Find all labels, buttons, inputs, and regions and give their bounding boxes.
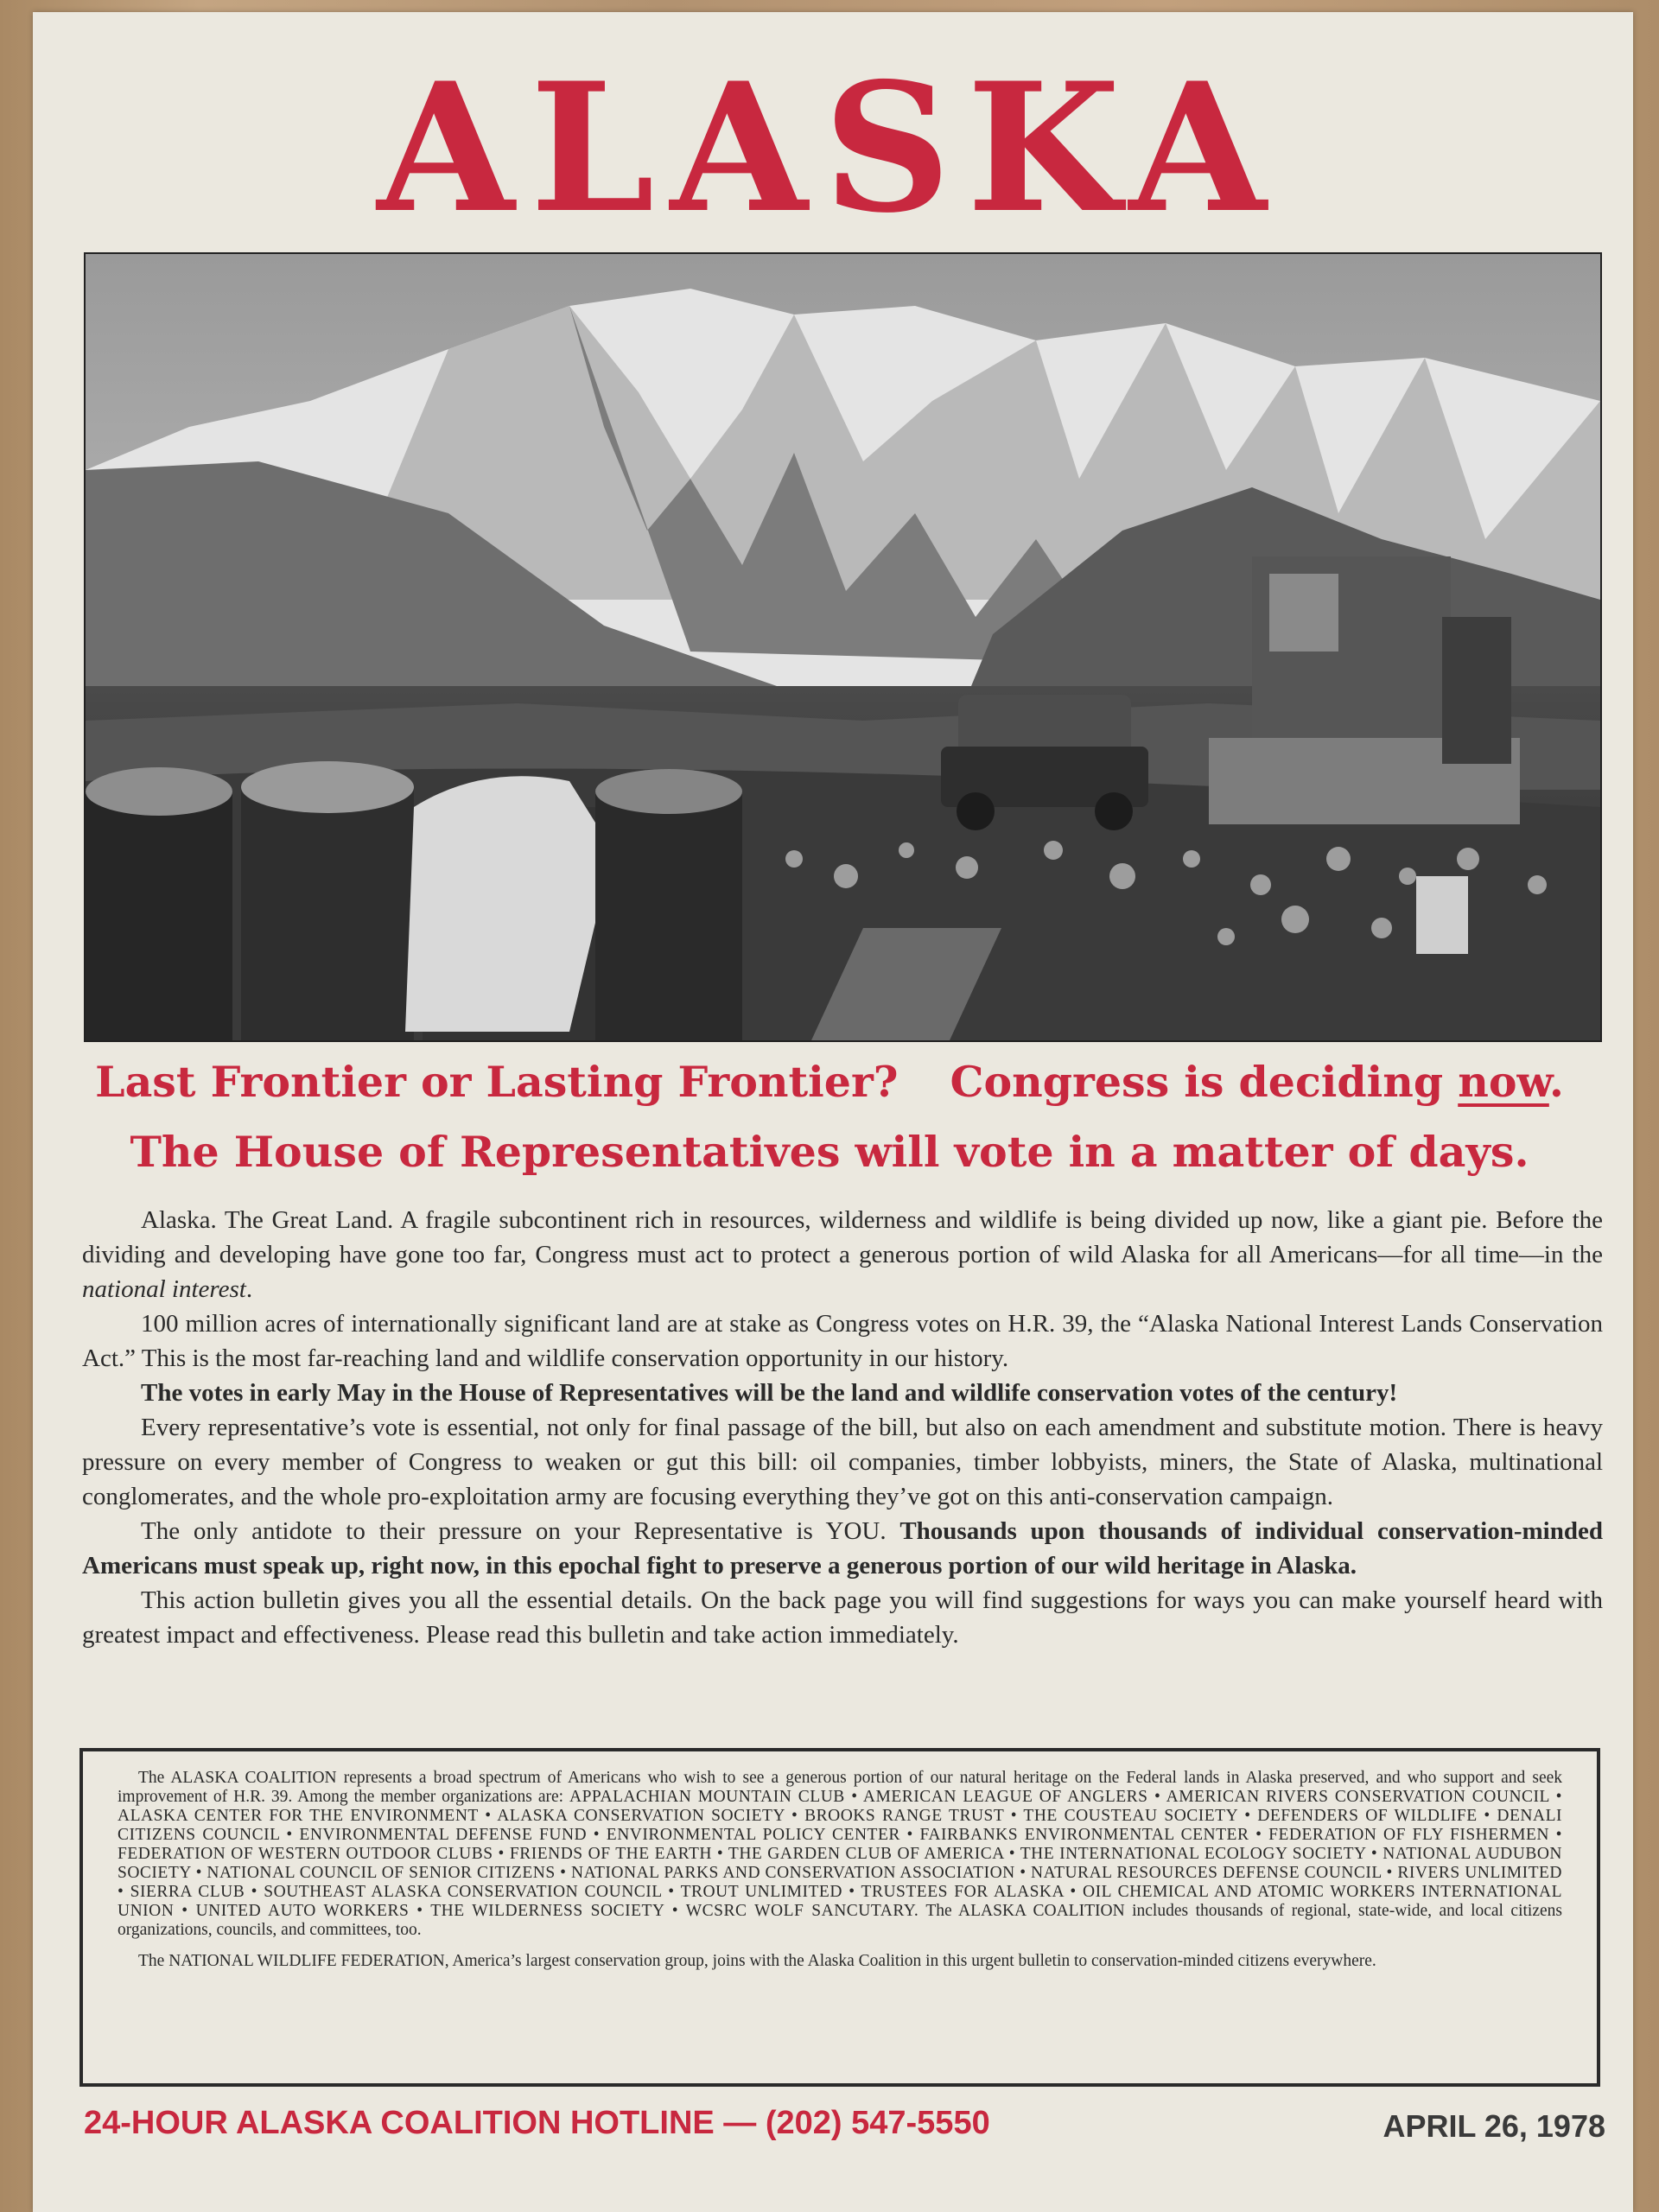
headline-question: Last Frontier or Lasting Frontier? bbox=[95, 1057, 899, 1107]
mountain-photo-illustration bbox=[86, 254, 1600, 1040]
headline-line-2: The House of Representatives will vote in a matter of days. bbox=[130, 1127, 1529, 1177]
coalition-paragraph bbox=[118, 1769, 1562, 1940]
body-paragraph-5 bbox=[82, 1514, 1603, 1583]
body-paragraph-6: This action bulletin gives you all the essential details. On the back page you will find suggestions for ways you can make yourself heard with greatest impact and effectiveness. Please read this bulletin and take action immediately. bbox=[82, 1586, 1603, 1649]
headline-period: . bbox=[1548, 1057, 1564, 1107]
coalition-closing: The ALASKA COALITION includes thousands of regional, state-wide, and local citizens organizations, councils, and committees, too. bbox=[118, 1902, 1562, 1939]
body-p1-text: Alaska. The Great Land. A fragile subcontinent rich in resources, wilderness and wildlife is being divided up now, like a giant pie. Before the dividing and developing have gone too far, Congress must act to protect a generous portion of wild Alaska for all Americans—for all time—in the bbox=[82, 1206, 1603, 1268]
body-paragraph-1 bbox=[82, 1203, 1603, 1306]
body-paragraph-4: Every representative’s vote is essential, not only for final passage of the bill, but also on each amendment and substitute motion. There is heavy pressure on every member of Congress to weaken or gut this bill: oil companies, timber lobbyists, miners, the State of Alaska, multinational conglomerates, and the whole pro-exploitation army are focusing everything they’ve got on this anti-conservation campaign. bbox=[82, 1414, 1603, 1510]
hotline-text: 24-HOUR ALASKA COALITION HOTLINE — (202) 547-5550 bbox=[84, 2105, 990, 2141]
body-p5-text: The only antidote to their pressure on your Representative is YOU. bbox=[141, 1517, 900, 1545]
body-text bbox=[82, 1203, 1603, 1652]
headline-congress: Congress is deciding bbox=[950, 1057, 1459, 1107]
coalition-box-text bbox=[118, 1769, 1562, 1971]
mountain-photo bbox=[84, 252, 1602, 1042]
coalition-intro: The ALASKA COALITION represents a broad spectrum of Americans who wish to see a generous portion of our natural heritage on the Federal lands in Alaska preserved, and who support and seek improvement of H.R. 39. Among the member organizations are: bbox=[118, 1769, 1562, 1806]
poster-title: ALASKA bbox=[377, 45, 1282, 252]
body-p1-end: . bbox=[245, 1275, 253, 1303]
coalition-box bbox=[79, 1748, 1600, 2087]
headline-now: now bbox=[1458, 1057, 1549, 1107]
coalition-members: APPALACHIAN MOUNTAIN CLUB • AMERICAN LEAGUE OF ANGLERS • AMERICAN RIVERS CONSERVATION COUNCIL • ALASKA CENTER FOR THE ENVIRONMENT • ALASKA CONSERVATION SOCIETY • BROOKS RANGE TRUST • THE COUSTEAU SOCIETY • DEFENDERS OF WILDLIFE • DENALI CITIZENS COUNCIL • ENVIRONMENTAL DEFENSE FUND • ENVIRONMENTAL POLICY CENTER • FAIRBANKS ENVIRONMENTAL CENTER • FEDERATION OF FLY FISHERMEN • FEDERATION OF WESTERN OUTDOOR CLUBS • FRIENDS OF THE EARTH • THE GARDEN CLUB OF AMERICA • THE INTERNATIONAL ECOLOGY SOCIETY • NATIONAL AUDUBON SOCIETY • NATIONAL COUNCIL OF SENIOR CITIZENS • NATIONAL PARKS AND CONSERVATION ASSOCIATION • NATURAL RESOURCES DEFENSE COUNCIL • RIVERS UNLIMITED • SIERRA CLUB • SOUTHEAST ALASKA CONSERVATION COUNCIL • TROUT UNLIMITED • TRUSTEES FOR ALASKA • OIL CHEMICAL AND ATOMIC WORKERS INTERNATIONAL UNION • UNITED AUTO WORKERS • THE WILDERNESS SOCIETY • WCSRC WOLF SANCUTARY. bbox=[118, 1788, 1562, 1920]
nwf-note: The NATIONAL WILDLIFE FEDERATION, America’s largest conservation group, joins with the Alaska Coalition in this urgent bulletin to conservation-minded citizens everywhere. bbox=[138, 1952, 1376, 1970]
body-paragraph-2: 100 million acres of internationally significant land are at stake as Congress votes on H.R. 39, the “Alaska National Interest Lands Conservation Act.” This is the most far-reaching land and wildlife conservation opportunity in our history. bbox=[82, 1310, 1603, 1372]
oil-drums bbox=[86, 761, 742, 1040]
bulletin-date: APRIL 26, 1978 bbox=[1382, 2108, 1605, 2144]
body-paragraph-3: The votes in early May in the House of Representatives will be the land and wildlife conservation votes of the century! bbox=[141, 1379, 1398, 1407]
body-p5-bold: Thousands upon thousands of individual conservation-minded Americans must speak up, right now, in this epochal fight to preserve a generous portion of our wild heritage in Alaska. bbox=[82, 1517, 1603, 1580]
headline-line-1 bbox=[0, 1057, 1659, 1107]
body-p1-emphasis: national interest bbox=[82, 1275, 246, 1303]
